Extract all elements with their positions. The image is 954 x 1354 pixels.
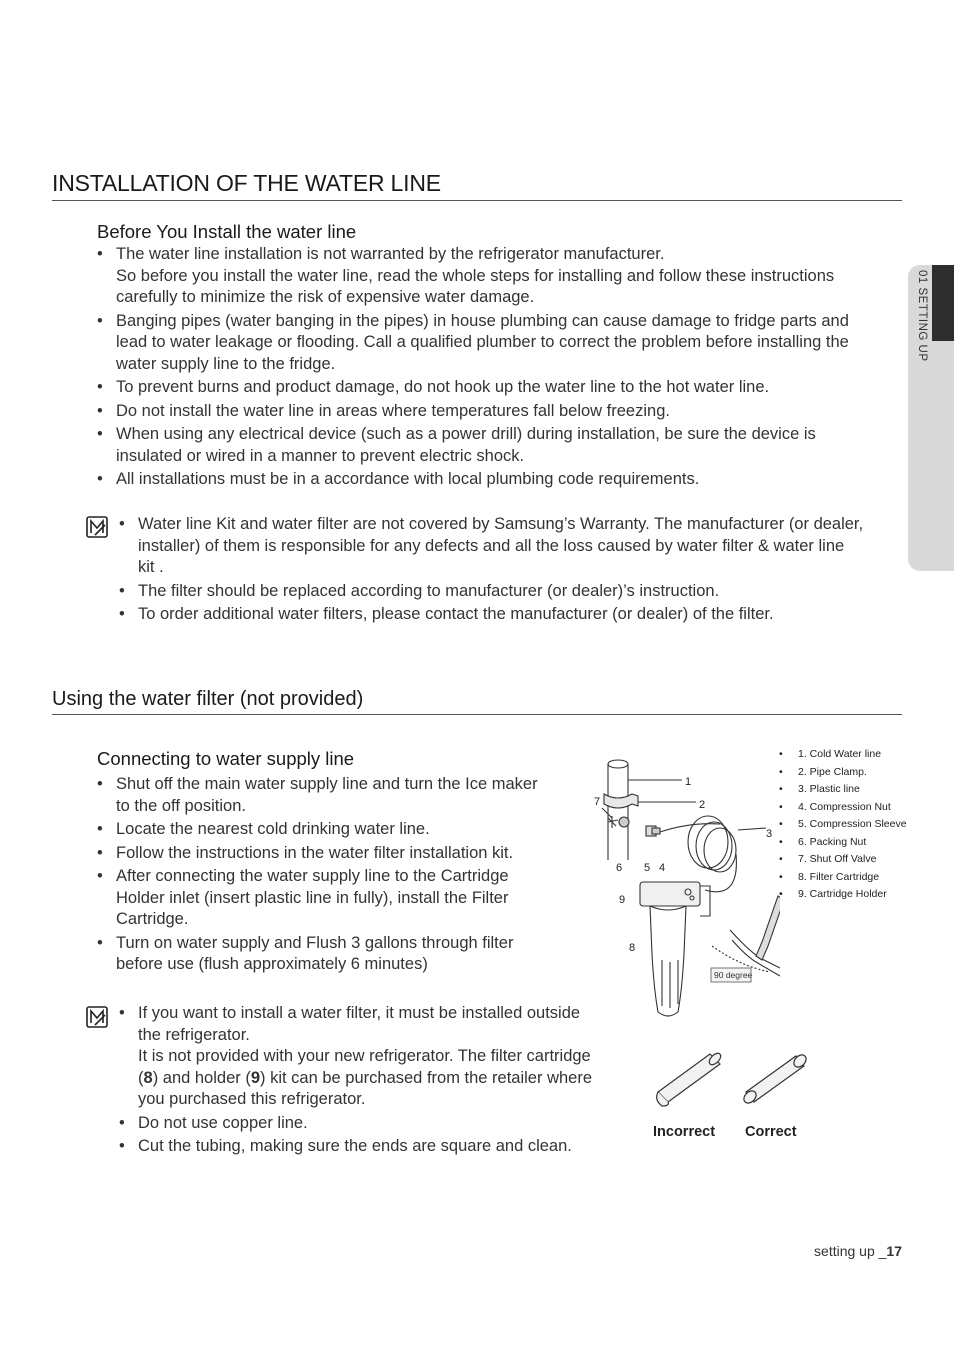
list-item: • The water line installation is not warranted by the refrigerator manufacturer. So before you install the water line, read the whole steps for installing and follow these instructions carefully to minimize the risk of expensive water damage. xyxy=(97,244,902,309)
tube-cutting xyxy=(712,896,780,976)
compression-fittings xyxy=(646,826,660,836)
list-item: • Do not install the water line in areas where temperatures fall below freezing. xyxy=(97,401,902,423)
angle-label: 90 degree xyxy=(714,970,753,980)
figure-number: 1 xyxy=(685,776,692,788)
list-item: • Do not use copper line. xyxy=(119,1113,639,1135)
legend-item: • 8. Filter Cartridge xyxy=(779,870,907,886)
plastic-line-coil xyxy=(660,816,736,892)
list-item: • Cut the tubing, making sure the ends are square and clean. xyxy=(119,1136,639,1158)
pipe-clamp xyxy=(604,794,638,808)
section-rule xyxy=(52,714,902,715)
correct-tube-icon xyxy=(742,1053,809,1106)
chapter-tab-marker xyxy=(932,265,954,341)
list-item: • Shut off the main water supply line and turn the Ice maker to the off position. xyxy=(97,774,577,817)
water-filter-installation-figure xyxy=(590,750,780,1030)
legend-item: • 7. Shut Off Valve xyxy=(779,852,907,868)
list-item: • Turn on water supply and Flush 3 gallons through filter before use (flush approximately 6 minutes) xyxy=(97,933,577,976)
connecting-list xyxy=(97,774,577,978)
figure-legend xyxy=(779,747,907,905)
note-icon xyxy=(86,516,108,538)
legend-item: • 2. Pipe Clamp. xyxy=(779,765,907,781)
incorrect-caption: Incorrect xyxy=(653,1124,716,1140)
page-title: INSTALLATION OF THE WATER LINE xyxy=(52,170,441,196)
list-item: • If you want to install a water filter, it must be installed outside the refrigerator. It is not provided with your new refrigerator. The filter cartridge (8) and holder (9) kit can be purchased from the retailer where you purchased this refrigerator. xyxy=(119,1003,639,1111)
legend-item: • 1. Cold Water line xyxy=(779,747,907,763)
legend-item: • 6. Packing Nut xyxy=(779,835,907,851)
legend-item: • 4. Compression Nut xyxy=(779,800,907,816)
list-item: • Locate the nearest cold drinking water line. xyxy=(97,819,577,841)
list-item: • To prevent burns and product damage, do not hook up the water line to the hot water line. xyxy=(97,377,902,399)
list-item: • All installations must be in a accordance with local plumbing code requirements. xyxy=(97,469,902,491)
figure-number: 8 xyxy=(629,942,636,954)
figure-number: 7 xyxy=(594,796,601,808)
title-rule xyxy=(52,200,902,201)
tube-end-illustrations xyxy=(650,1048,810,1108)
note-icon xyxy=(86,1006,108,1028)
chapter-tab-label: 01 SETTING UP xyxy=(916,270,928,362)
legend-item: • 5. Compression Sleeve xyxy=(779,817,907,833)
list-item: • After connecting the water supply line to the Cartridge Holder inlet (insert plastic line in fully), install the Filter Cartridge. xyxy=(97,866,577,931)
legend-item: • 9. Cartridge Holder xyxy=(779,887,907,903)
list-item: • Banging pipes (water banging in the pipes) in house plumbing can cause damage to fridge parts and lead to water leakage or flooding. Call a qualified plumber to correct the problem before installing the water supply line to the fridge. xyxy=(97,311,902,376)
filter-cartridge xyxy=(650,906,686,1016)
legend-item: • 3. Plastic line xyxy=(779,782,907,798)
figure-number: 2 xyxy=(699,799,706,811)
note-list-2 xyxy=(119,1003,639,1160)
list-item: • To order additional water filters, please contact the manufacturer (or dealer) of the filter. xyxy=(119,604,909,626)
cold-water-pipe xyxy=(608,760,628,860)
subheading-connecting: Connecting to water supply line xyxy=(97,748,355,769)
figure-number: 4 xyxy=(659,862,666,874)
page-number: 17 xyxy=(886,1243,902,1259)
figure-number: 9 xyxy=(619,894,626,906)
page-footer: setting up _17 xyxy=(814,1243,902,1259)
correct-caption: Correct xyxy=(745,1124,797,1140)
figure-number: 3 xyxy=(766,828,773,840)
list-item: • The filter should be replaced according to manufacturer (or dealer)’s instruction. xyxy=(119,581,909,603)
section-heading-before-install: Before You Install the water line xyxy=(97,221,357,242)
section-heading-water-filter: Using the water filter (not provided) xyxy=(52,688,364,710)
incorrect-tube-icon xyxy=(657,1051,723,1106)
figure-number: 6 xyxy=(616,862,623,874)
list-item: • Follow the instructions in the water filter installation kit. xyxy=(97,843,577,865)
list-item: • Water line Kit and water filter are not covered by Samsung’s Warranty. The manufacturer (or dealer, installer) of them is responsible for any defects and all the loss caused by water filter & water line kit . xyxy=(119,514,909,579)
figure-number: 5 xyxy=(644,862,651,874)
note-list-1 xyxy=(119,514,909,628)
list-item: • When using any electrical device (such as a power drill) during installation, be sure the device is insulated or wired in a manner to prevent electric shock. xyxy=(97,424,902,467)
before-install-list xyxy=(97,244,902,493)
